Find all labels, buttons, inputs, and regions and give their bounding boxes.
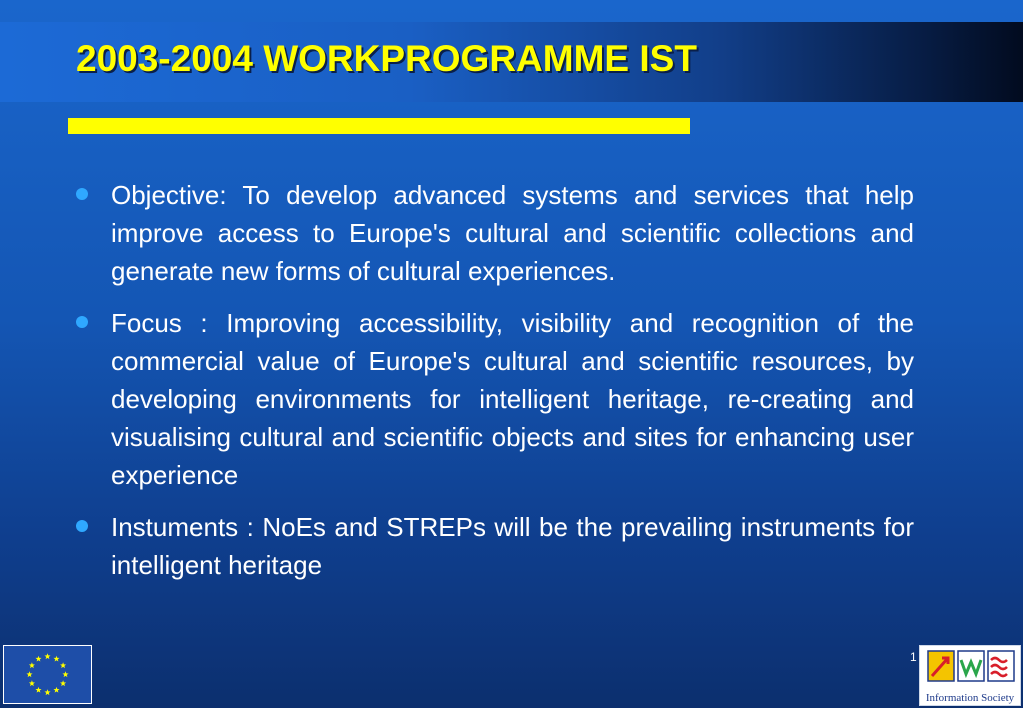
information-society-label: Information Society [925,692,1015,704]
eu-flag-icon [3,645,92,704]
bullet-dot-icon [76,188,88,200]
eu-star-icon [53,687,59,693]
bullet-text: Objective: To develop advanced systems and services that help improve access to Europe's cultural and scientific collections and generate new forms of cultural experiences. [111,180,914,286]
page-number: 1 [910,650,917,664]
title-underline [68,118,690,134]
bullet-dot-icon [76,316,88,328]
bullet-list [76,176,914,598]
eu-star-icon [44,689,50,695]
eu-star-icon [60,680,66,686]
information-society-icon [920,646,1020,692]
eu-star-icon [53,656,59,662]
eu-star-icon [35,687,41,693]
information-society-logo [919,645,1021,706]
bullet-dot-icon [76,520,88,532]
bullet-text: Instuments : NoEs and STREPs will be the prevailing instruments for intelligent heritage [111,512,914,580]
eu-star-icon [62,671,68,677]
bullet-text: Focus : Improving accessibility, visibility and recognition of the commercial value of Europe's cultural and scientific resources, by developing environments for intelligent heritage, re-creating and visualising cultural and scientific objects and sites for enhancing user experience [111,308,914,490]
bullet-item-instruments [76,508,914,584]
bullet-item-objective [76,176,914,290]
eu-star-icon [35,656,41,662]
eu-star-icon [29,662,35,668]
eu-stars [4,646,91,703]
eu-star-icon [60,662,66,668]
eu-star-icon [44,653,50,659]
eu-star-icon [26,671,32,677]
slide-title: 2003-2004 WORKPROGRAMME IST [76,38,697,79]
eu-star-icon [29,680,35,686]
bullet-item-focus [76,304,914,494]
